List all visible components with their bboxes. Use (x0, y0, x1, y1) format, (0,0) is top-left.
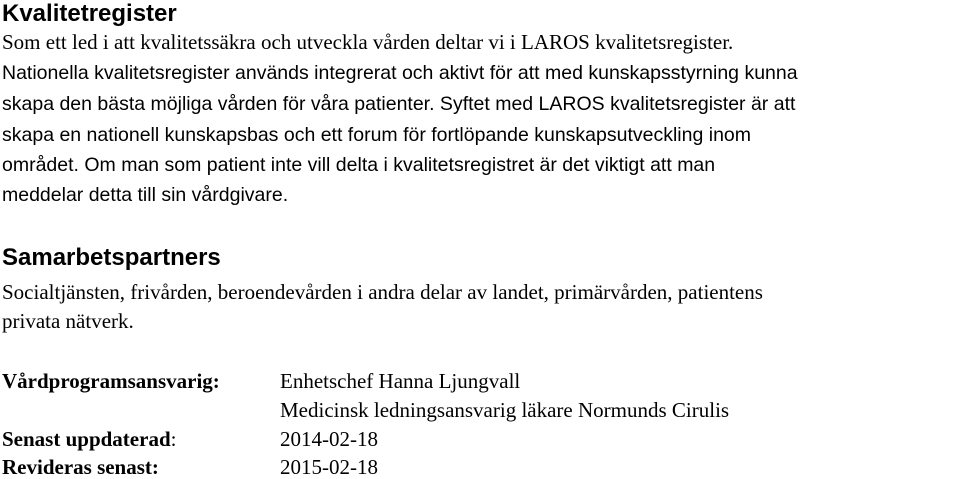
responsible-value: Enhetschef Hanna Ljungvall (280, 369, 521, 393)
responsible-value: Medicinsk ledningsansvarig läkare Normunds Cirulis (280, 398, 730, 422)
paragraph-text: området. (2, 154, 79, 176)
updated-label-colon: : (170, 427, 177, 451)
paragraph-line: Socialtjänsten, frivården, beroendevården i andra delar av landet, primärvården, patientens (2, 280, 763, 304)
section-heading-samarbetspartners: Samarbetspartners (2, 244, 221, 271)
paragraph-text: Syftet med LAROS kvalitetsregister är att (434, 93, 796, 115)
updated-value: 2014-02-18 (280, 427, 378, 451)
paragraph-line: Som ett led i att kvalitetssäkra och utveckla vården deltar vi i LAROS kvalitetsregister. (2, 30, 734, 54)
paragraph-line: meddelar detta till sin vårdgivare. (2, 184, 289, 206)
revise-label-text: Revideras senast: (2, 455, 159, 479)
revise-value: 2015-02-18 (280, 455, 378, 479)
paragraph-line: privata nätverk. (2, 309, 134, 333)
paragraph-line: skapa en nationell kunskapsbas och ett forum för fortlöpande kunskapsutveckling inom (2, 124, 752, 146)
updated-label-text: Senast uppdaterad (2, 427, 171, 451)
paragraph-line: Nationella kvalitetsregister används integrerat och aktivt för att med kunskapsstyrning kunna (2, 62, 798, 84)
responsible-label-text: Vårdprogramsansvarig: (2, 369, 220, 393)
revise-label (2, 455, 159, 479)
paragraph-text: Om man som patient inte vill delta i kvalitetsregistret är det viktigt att man (78, 154, 716, 176)
paragraph-line (2, 92, 795, 116)
paragraph-text: skapa den bästa möjliga vården för våra patienter. (2, 93, 435, 115)
updated-label (2, 427, 176, 451)
paragraph-line (2, 153, 715, 177)
section-heading-kvalitetregister: Kvalitetregister (2, 0, 177, 27)
responsible-label (2, 369, 220, 393)
